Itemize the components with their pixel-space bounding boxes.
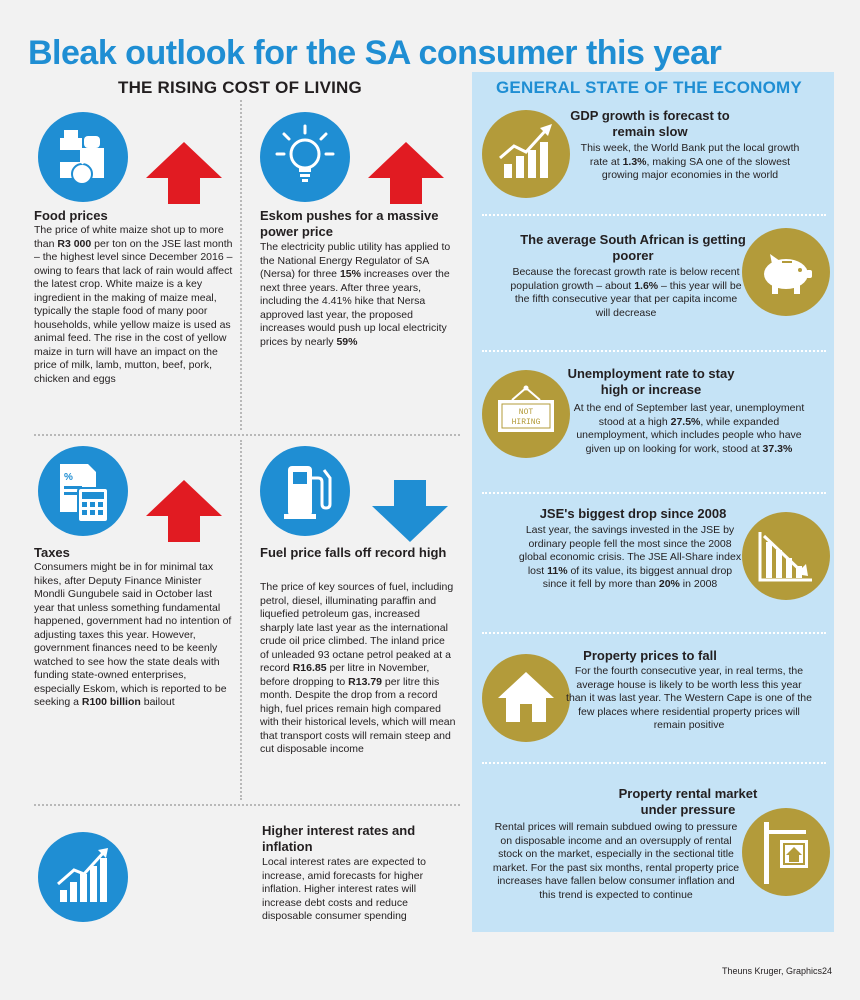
left-section-title: THE RISING COST OF LIVING xyxy=(118,78,362,97)
right-section-title: GENERAL STATE OF THE ECONOMY xyxy=(496,78,802,97)
piggy-bank-icon xyxy=(742,228,830,316)
eskom-text: The electricity public utility has applied to the National Energy Regulator of SA (Nersa) for three 15% increases over the next three years. After three years, including the 4.41% hike that Nersa approved last year, the proposed increases would push up local electricity prices by nearly 59% xyxy=(260,241,451,348)
svg-text:%: % xyxy=(64,472,73,483)
divider xyxy=(34,434,460,436)
divider xyxy=(482,632,826,634)
jse-text: Last year, the savings invested in the JSE by ordinary people fell the most since the 2008 global economic crisis. The JSE All-Share index lost 11% of its value, its biggest annual drop since it fell by more than 20% in 2008 xyxy=(518,524,742,590)
poorer-text: Because the forecast growth rate is below recent population growth – about 1.6% – this year will be the fifth consecutive year that per capita income will decrease xyxy=(510,266,742,319)
rising-bar-chart-icon xyxy=(38,832,128,922)
house-icon xyxy=(482,654,570,742)
up-arrow-icon xyxy=(366,140,446,206)
fuel-heading: Fuel price falls off record high xyxy=(260,545,447,560)
up-arrow-icon xyxy=(144,478,224,544)
taxes-text: Consumers might be in for minimal tax hikes, after Deputy Finance Minister Mondli Gungubele said in October last year that unless something fundamental happened, government had no intention of adjusting taxes this year. However, government finances need to be keenly watched to see how the state deals with funding state-owned enterprises, especially Eskom, which is reported to be seeking a R100 billion bailout xyxy=(34,561,232,708)
lightbulb-icon xyxy=(260,112,350,202)
food-text: The price of white maize shot up to more than R3 000 per ton on the JSE last month – the highest level since December 2016 – owing to fears that lack of rain would affect the latest crop. White maize is a key ingredient in the making of maize meal, typically the staple food of many poor households, while yellow maize is used as animal feed. The rise in the cost of yellow maize in turn will have an impact on the price of milk, lamb, mutton, beef, pork, chicken and eggs xyxy=(34,224,233,385)
up-arrow-icon xyxy=(144,140,224,206)
food-heading: Food prices xyxy=(34,208,108,223)
rental-heading: Property rental market under pressure xyxy=(618,786,758,817)
gdp-text: This week, the World Bank put the local growth rate at 1.3%, making SA one of the slowest growing major economies in the world xyxy=(580,142,800,181)
divider xyxy=(482,492,826,494)
sign-line-1: NOT xyxy=(518,408,534,417)
not-hiring-sign-icon xyxy=(482,370,570,458)
interest-heading: Higher interest rates and inflation xyxy=(262,823,416,854)
property-text: For the fourth consecutive year, in real terms, the average house is likely to be worth less this year than it was last year. The Western Cape is one of the few places where residential property prices will remain positive xyxy=(566,665,812,731)
fuel-text: The price of key sources of fuel, including petrol, diesel, illuminating paraffin and liquefied petroleum gas, increased sharply late last year as the international crude oil price climbed. The inland price of unleaded 93 octane petrol peaked at a record R16.85 per litre in November, before dropping to R13.79 per litre this month. Despite the drop from a record high, fuel prices remain high compared with their historical levels, which will mean that transport costs will remain steep and cut disposable income xyxy=(260,581,456,755)
down-arrow-icon xyxy=(370,478,450,544)
divider xyxy=(240,440,242,800)
jse-heading: JSE's biggest drop since 2008 xyxy=(539,506,727,521)
taxes-heading: Taxes xyxy=(34,545,70,560)
rental-sign-icon xyxy=(742,808,830,896)
sign-line-2: HIRING xyxy=(511,418,541,427)
growth-chart-icon xyxy=(482,110,570,198)
unemployment-heading: Unemployment rate to stay high or increase xyxy=(567,366,735,397)
groceries-icon xyxy=(38,112,128,202)
rental-text: Rental prices will remain subdued owing to pressure on disposable income and an oversupply of rental stock on the market, especially in the sectional title market. For the past six months, rental property price increases have fallen below consumer inflation and this trend is expected to continue xyxy=(492,821,740,901)
gdp-heading: GDP growth is forecast to remain slow xyxy=(570,108,730,139)
divider xyxy=(34,804,460,806)
divider xyxy=(482,350,826,352)
calculator-icon xyxy=(38,446,128,536)
poorer-heading: The average South African is getting poorer xyxy=(520,232,746,263)
property-heading: Property prices to fall xyxy=(583,648,717,663)
divider xyxy=(482,214,826,216)
interest-text: Local interest rates are expected to increase, amid forecasts for higher inflation. Higher interest rates will increase debt costs and reduce disposable consumer spending xyxy=(262,856,427,922)
divider xyxy=(240,100,242,430)
page-title: Bleak outlook for the SA consumer this year xyxy=(28,34,722,72)
fuel-pump-icon xyxy=(260,446,350,536)
falling-chart-icon xyxy=(742,512,830,600)
eskom-heading: Eskom pushes for a massive power price xyxy=(260,208,439,239)
unemployment-text: At the end of September last year, unemployment stood at a high 27.5%, while expanded unemployment, which includes people who have given up on looking for work, stood at 37.3% xyxy=(573,402,805,455)
credit: Theuns Kruger, Graphics24 xyxy=(721,966,832,976)
divider xyxy=(482,762,826,764)
